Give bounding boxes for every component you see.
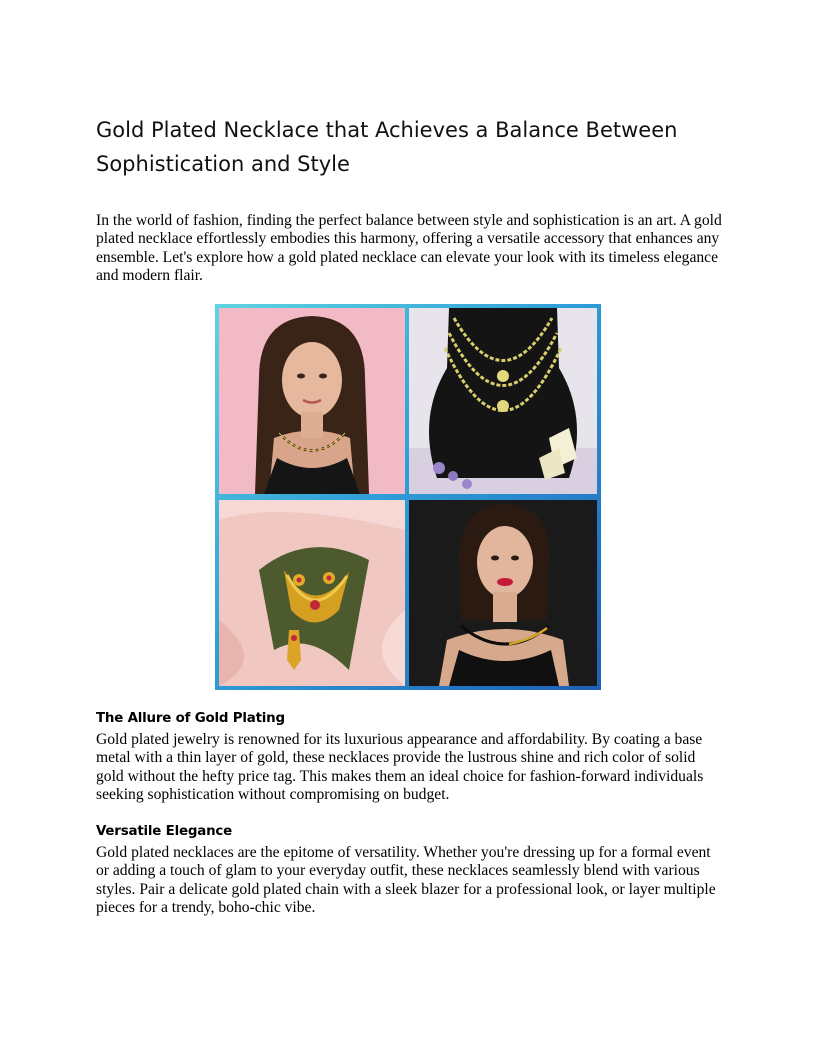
photo-gold-necklace-set-on-satin (219, 500, 405, 686)
intro-paragraph: In the world of fashion, finding the perfect balance between style and sophistication is an art. A gold plated necklace effortlessly embodies this harmony, offering a versatile accessory that enhances any ensemble. Let's explore how a gold plated necklace can elevate your look with its timeless elegance and modern flair. (96, 212, 722, 285)
photo-woman-dark-background (409, 500, 597, 686)
article-title: Gold Plated Necklace that Achieves a Balance Between Sophistication and Style (96, 118, 678, 176)
section-heading-allure: The Allure of Gold Plating (96, 711, 285, 726)
necklace-photo-collage (215, 304, 601, 690)
photo-layered-necklaces-on-bust (409, 308, 597, 494)
section-body-allure: Gold plated jewelry is renowned for its luxurious appearance and affordability. By coating a base metal with a thin layer of gold, these necklaces provide the lustrous shine and rich color of solid gold without the hefty price tag. This makes them an ideal choice for fashion-forward individuals seeking sophistication without compromising on budget. (96, 731, 704, 804)
section-heading-versatile: Versatile Elegance (96, 824, 233, 839)
section-body-versatile: Gold plated necklaces are the epitome of versatility. Whether you're dressing up for a formal event or adding a touch of glam to your everyday outfit, these necklaces seamlessly blend with various styles. Pair a delicate gold plated chain with a sleek blazer for a professional look, or layer multiple pieces for a trendy, boho-chic vibe. (96, 844, 716, 917)
photo-woman-pink-background (219, 308, 405, 494)
